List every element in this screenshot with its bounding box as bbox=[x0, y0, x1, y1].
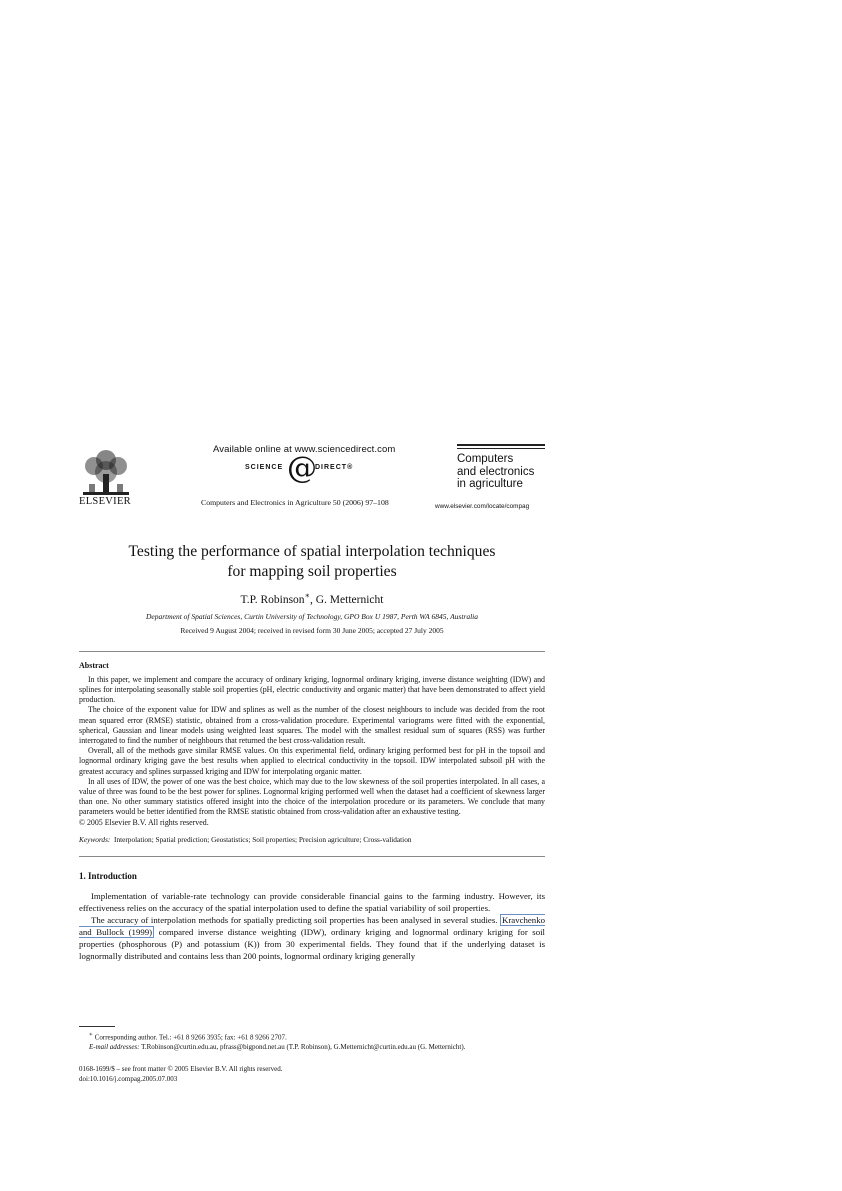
journal-title-line: and electronics bbox=[457, 465, 535, 478]
page-footer bbox=[79, 1065, 283, 1084]
abstract-paragraph: In this paper, we implement and compare the accuracy of ordinary kriging, lognormal ordinary kriging, inverse distance weighting (IDW) and splines for interpolating seasonally stable soil properties (pH, electric conductivity and organic matter) that have been demonstrated to affect yield production. bbox=[79, 674, 545, 705]
abstract-paragraph: Overall, all of the methods gave similar RMSE values. On this experimental field, ordinary kriging performed best for pH in the topsoil and lognormal ordinary kriging gave the best results when applied to electrical conductivity in the topsoil. IDW interpolated subsoil pH with the greatest accuracy and splines surpassed kriging and IDW for interpolating organic matter. bbox=[79, 746, 545, 776]
abstract-paragraph: The choice of the exponent value for IDW and splines as well as the number of the closest neighbours to include was decided from the root mean squared error (RMSE) statistic, obtained from a cross-validation procedure. Experimental variograms were fitted with the exponential, spherical, Gaussian and linear models using weighted least squares. The model with the smallest residual sum of squares (RSS) was further interrogated to find the number of neighbours that returned the best cross-validation result. bbox=[79, 705, 545, 746]
affiliation: Department of Spatial Sciences, Curtin University of Technology, GPO Box U 1987, Perth WA 6845, Australia bbox=[145, 611, 478, 621]
authors: T.P. Robinson∗, G. Metternicht bbox=[240, 591, 384, 606]
available-online-text: Available online at www.sciencedirect.com bbox=[213, 444, 396, 455]
journal-logo-block bbox=[435, 444, 545, 510]
journal-title-line: in agriculture bbox=[457, 478, 523, 490]
sd-science: SCIENCE bbox=[245, 464, 284, 471]
footnotes bbox=[79, 1026, 545, 1053]
copyright: © 2005 Elsevier B.V. All rights reserved. bbox=[79, 817, 209, 827]
journal-citation: Computers and Electronics in Agriculture 50 (2006) 97–108 bbox=[201, 498, 389, 507]
article-title: Testing the performance of spatial interpolation techniques for mapping soil properties bbox=[128, 543, 496, 580]
sd-at-icon: @ bbox=[287, 451, 317, 486]
issn-line: 0168-1699/$ – see front matter © 2005 Elsevier B.V. All rights reserved. bbox=[79, 1065, 283, 1073]
body-paragraph: The accuracy of interpolation methods for spatially predicting soil properties has been analysed in several studies. Kravchenko and Bullock (1999) compared inverse distance weighting (IDW), ordinary kriging and lognormal ordinary kriging for soil properties (phosphorous (P) and potassium (K)) from 30 experimental fields. They found that if the underlying dataset is lognormally distributed and contains less than 200 points, lognormal ordinary kriging generally bbox=[79, 915, 546, 962]
abstract-heading: Abstract bbox=[79, 660, 109, 670]
footnote-emails: E-mail addresses: T.Robinson@curtin.edu.au, pfrass@bigpond.net.au (T.P. Robinson), G.Metternicht@curtin.edu.au (G. Metternicht). bbox=[89, 1042, 466, 1051]
journal-title-line: Computers bbox=[457, 453, 514, 465]
citation-link[interactable]: Kravchenko and Bullock (1999) bbox=[79, 915, 546, 938]
doi-line[interactable]: doi:10.1016/j.compag.2005.07.003 bbox=[79, 1074, 178, 1083]
divider bbox=[79, 856, 545, 857]
journal-url-link[interactable]: www.elsevier.com/locate/compag bbox=[435, 502, 530, 510]
footnote-corresponding: ∗ Corresponding author. Tel.: +61 8 9266 3935; fax: +61 8 9266 2707. bbox=[89, 1032, 287, 1042]
section-heading-introduction: 1. Introduction bbox=[79, 870, 137, 881]
article-page bbox=[79, 440, 545, 962]
introduction-body bbox=[79, 890, 545, 963]
body-paragraph: Implementation of variable-rate technology can provide considerable financial gains to the farming industry. However, its effectiveness relies on the accuracy of the spatial interpolation used to define the spatial variability of soil properties. bbox=[79, 890, 545, 913]
abstract-paragraph: In all uses of IDW, the power of one was the best choice, which may due to the low skewness of the soil properties interpolated. In all cases, a value of three was found to be the best power for splines. Lognormal kriging performed well when the dataset had a coefficient of skewness larger than one. No other summary statistics offered insight into the choice of the interpolation procedure or its parameters. We conclude that many parameters would be better identified from the RMSE statistic obtained from cross-validation after an exhaustive testing. bbox=[79, 776, 545, 817]
journal-header bbox=[79, 440, 545, 520]
sd-direct: DIRECT® bbox=[315, 464, 354, 471]
sciencedirect-logo bbox=[245, 451, 357, 486]
publisher-name: ELSEVIER bbox=[79, 496, 131, 507]
divider bbox=[79, 651, 545, 652]
abstract-body bbox=[79, 675, 545, 828]
article-dates: Received 9 August 2004; received in revised form 30 June 2005; accepted 27 July 2005 bbox=[180, 625, 444, 635]
elsevier-tree-logo bbox=[79, 446, 133, 498]
keywords: Keywords: Interpolation; Spatial prediction; Geostatistics; Soil properties; Precision agriculture; Cross-validation bbox=[79, 834, 412, 844]
